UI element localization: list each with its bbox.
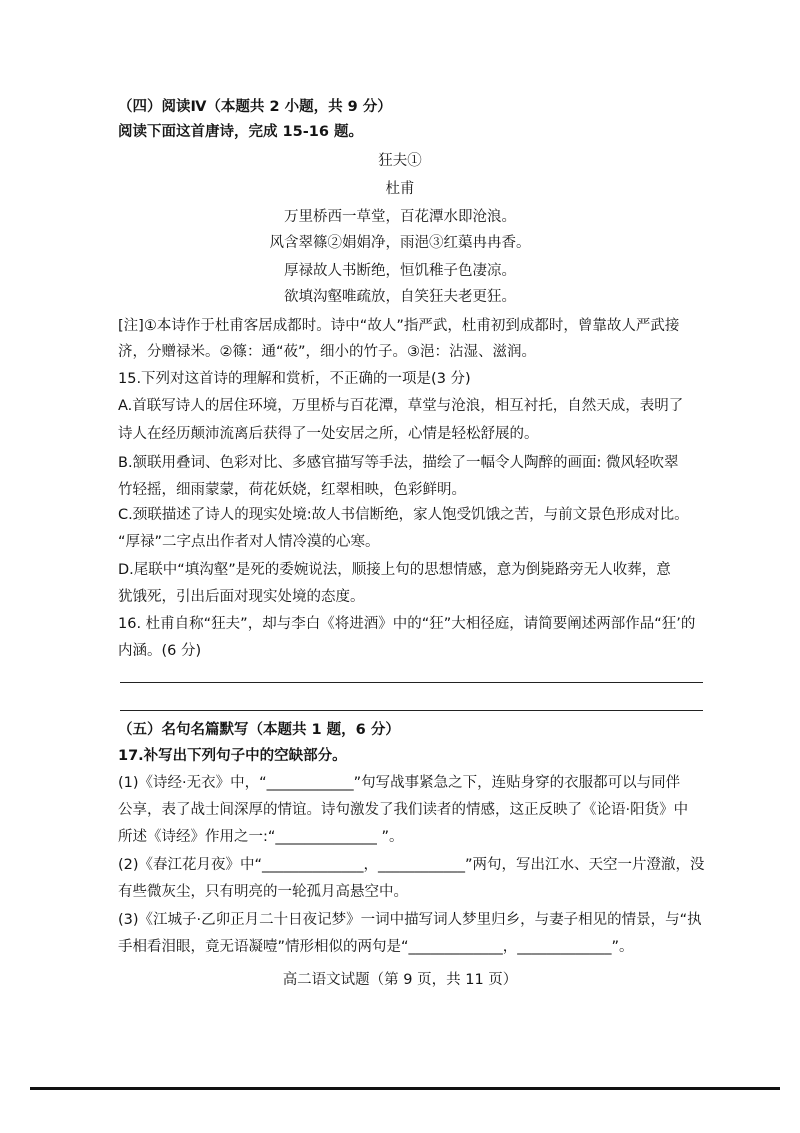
fill-item-1-cont: 所述《诗经》作用之一:“______________ ”。 [118,829,404,845]
question-15-stem: 15.下列对这首诗的理解和赏析，不正确的一项是(3 分) [118,371,471,387]
section4-heading: （四）阅读Ⅳ（本题共 2 小题，共 9 分） [118,99,392,115]
poem-line: 万里桥西一草堂，百花潭水即沧浪。 [284,209,516,225]
note-text: [注]①本诗作于杜甫客居成都时。诗中“故人”指严武，杜甫初到成都时，曾靠故人严武接 [118,318,680,334]
note-text: 济，分赠禄米。②篠：通“莜”，细小的竹子。③浥：沾湿、滋润。 [118,344,537,360]
option-d: D.尾联中“填沟壑”是死的委婉说法，顺接上句的思想情感，意为倒毙路旁无人收葬，意 [118,562,671,578]
section5-heading: （五）名句名篇默写（本题共 1 题，6 分） [118,722,400,738]
section4-instruction: 阅读下面这首唐诗，完成 15-16 题。 [118,124,363,140]
option-d-cont: 犹饿死，引出后面对现实处境的态度。 [118,589,365,605]
poem-line: 欲填沟壑唯疏放，自笑狂夫老更狂。 [284,289,516,305]
poem-line: 厚禄故人书断绝，恒饥稚子色凄凉。 [284,263,516,279]
question-17-title: 17.补写出下列句子中的空缺部分。 [118,748,347,764]
poem-line: 风含翠篠②娟娟净，雨浥③红蕖冉冉香。 [269,235,531,251]
answer-line [120,710,703,711]
fill-item-2-cont: 有些微灰尘，只有明亮的一轮孤月高悬空中。 [118,884,408,900]
fill-item-1-cont: 公享，表了战士间深厚的情谊。诗句激发了我们读者的情感，这正反映了《论语·阳货》中 [118,802,689,818]
option-a-cont: 诗人在经历颠沛流离后获得了一处安居之所，心情是轻松舒展的。 [118,426,539,442]
option-a: A.首联写诗人的居住环境，万里桥与百花潭，草堂与沧浪，相互衬托，自然天成，表明了 [118,398,684,414]
poem-title: 狂夫① [378,153,422,169]
option-c: C.颈联描述了诗人的现实处境:故人书信断绝，家人饱受饥饿之苦，与前文景色形成对比。 [118,507,689,523]
answer-line [120,682,703,683]
fill-item-1: (1)《诗经·无衣》中，“____________”句写战事紧急之下，连贴身穿的衣服都可以与同伴 [118,775,681,791]
poem-author: 杜甫 [385,181,415,197]
option-c-cont: “厚禄”二字点出作者对人情冷漠的心寒。 [118,534,380,550]
option-b: B.颔联用叠词、色彩对比、多感官描写等手法，描绘了一幅令人陶醉的画面: 微风轻吹翠 [118,455,679,471]
question-16-cont: 内涵。(6 分) [118,643,202,659]
option-b-cont: 竹轻摇，细雨蒙蒙，荷花妖娆，红翠相映，色彩鲜明。 [118,482,466,498]
fill-item-3-cont: 手相看泪眼，竟无语凝噎”情形相似的两句是“_____________，_____________”。 [118,939,634,955]
fill-item-2: (2)《春江花月夜》中“______________，____________”两句，写出江水、天空一片澄澈，没 [118,857,705,873]
page-footer: 高二语文试题（第 9 页，共 11 页） [282,972,518,988]
bottom-divider [30,1087,780,1090]
fill-item-3: (3)《江城子·乙卯正月二十日夜记梦》一词中描写词人梦里归乡，与妻子相见的情景，与“执 [118,912,702,928]
question-16: 16. 杜甫自称“狂夫”，却与李白《将进酒》中的“狂”大相径庭，请简要阐述两部作品“狂’的 [118,616,696,632]
